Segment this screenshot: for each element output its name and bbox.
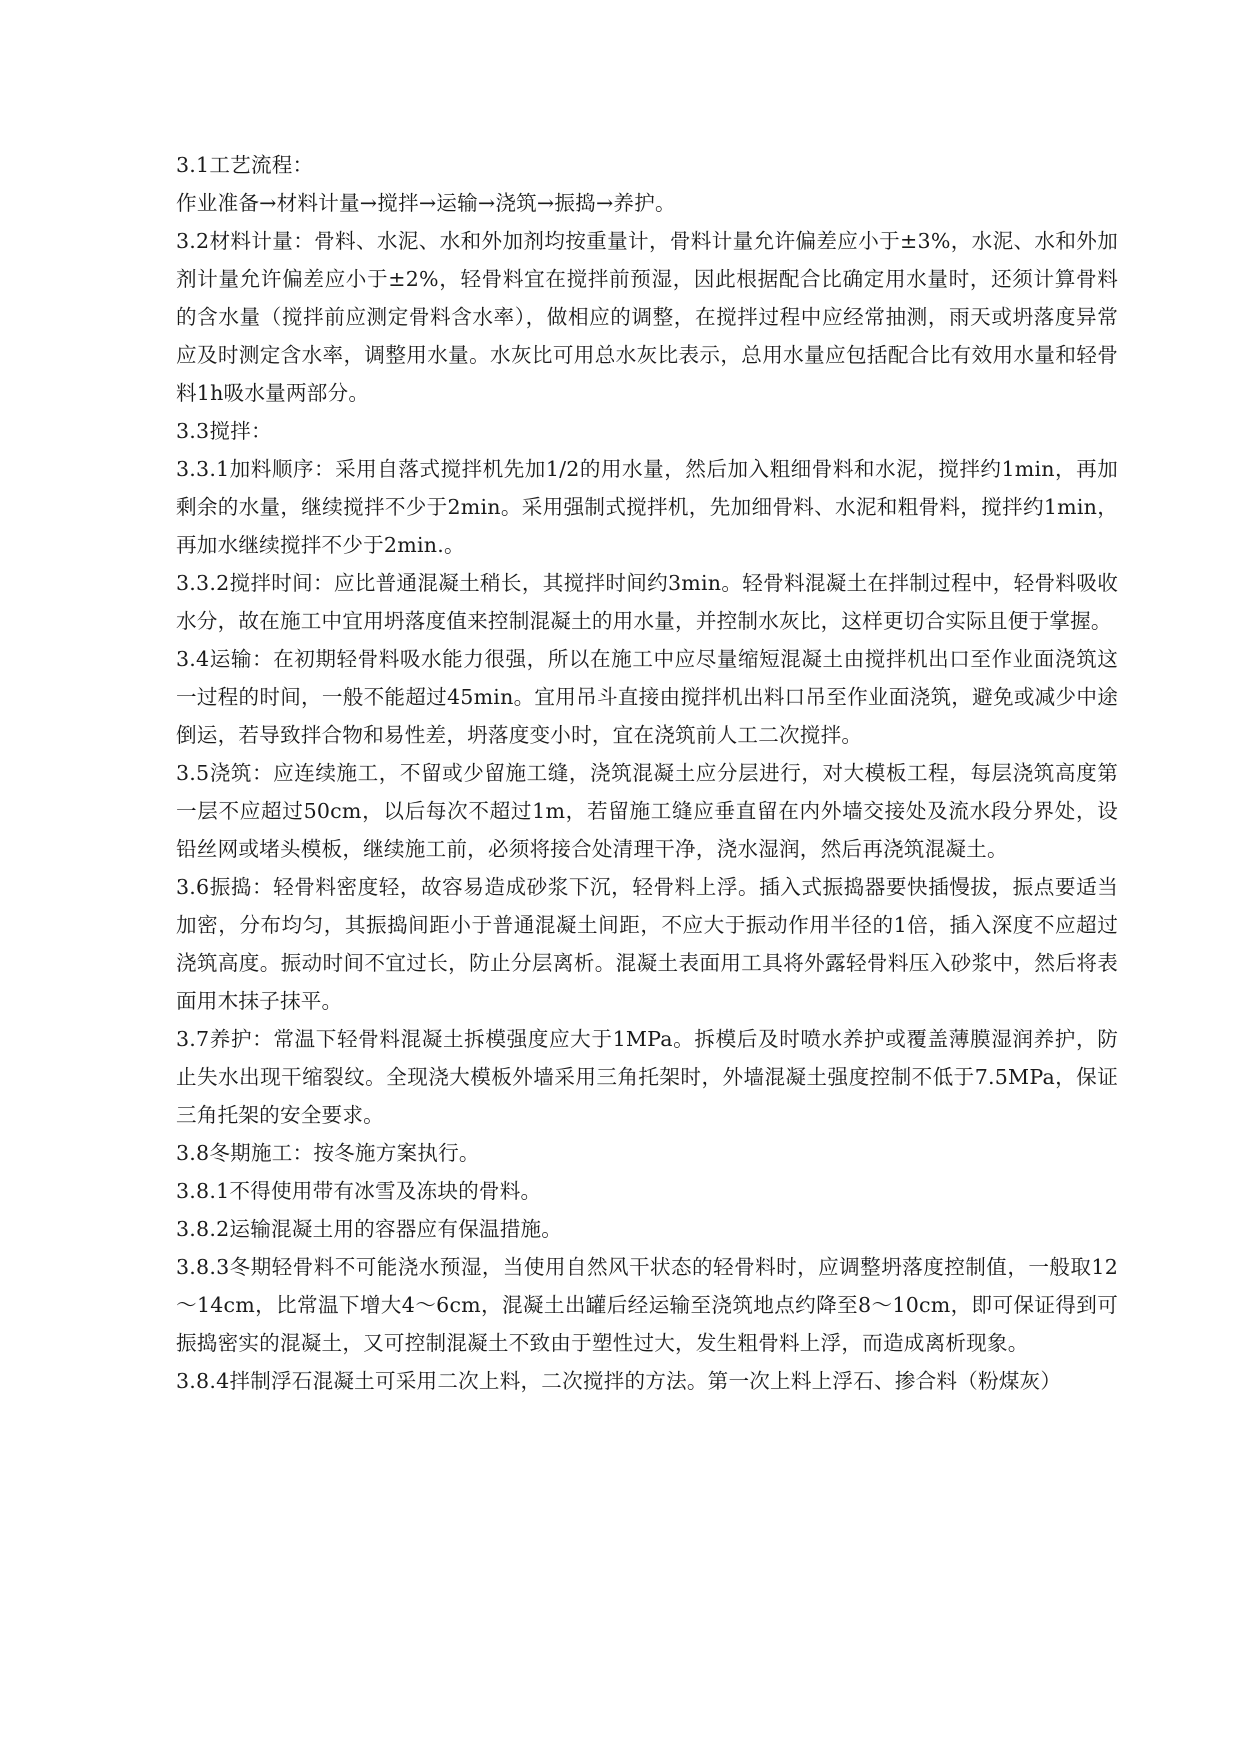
paragraph-3-8-1: 3.8.1不得使用带有冰雪及冻块的骨料。 — [176, 1179, 542, 1203]
paragraph-3-3-heading: 3.3搅拌： — [176, 419, 272, 443]
paragraph-3-7: 3.7养护：常温下轻骨料混凝土拆模强度应大于1MPa。拆模后及时喷水养护或覆盖薄膜湿润养护，防止失水出现干缩裂纹。全现浇大模板外墙采用三角托架时，外墙混凝土强度控制不低于7.5MPa，保证三角托架的安全要求。 — [176, 1027, 1118, 1127]
paragraph-3-8-2: 3.8.2运输混凝土用的容器应有保温措施。 — [176, 1217, 563, 1241]
paragraph-3-3-1: 3.3.1加料顺序：采用自落式搅拌机先加1/2的用水量，然后加入粗细骨料和水泥，搅拌约1min，再加剩余的水量，继续搅拌不少于2min。采用强制式搅拌机，先加细骨料、水泥和粗骨料，搅拌约1min，再加水继续搅拌不少于2min.。 — [176, 457, 1118, 557]
paragraph-3-6: 3.6振捣：轻骨料密度轻，故容易造成砂浆下沉，轻骨料上浮。插入式振捣器要快插慢拔，振点要适当加密，分布均匀，其振捣间距小于普通混凝土间距，不应大于振动作用半径的1倍，插入深度不应超过浇筑高度。振动时间不宜过长，防止分层离析。混凝土表面用工具将外露轻骨料压入砂浆中，然后将表面用木抹子抹平。 — [176, 875, 1118, 1013]
paragraph-3-4: 3.4运输：在初期轻骨料吸水能力很强，所以在施工中应尽量缩短混凝土由搅拌机出口至作业面浇筑这一过程的时间，一般不能超过45min。宜用吊斗直接由搅拌机出料口吊至作业面浇筑，避免或减少中途倒运，若导致拌合物和易性差，坍落度变小时，宜在浇筑前人工二次搅拌。 — [176, 647, 1118, 747]
paragraph-3-8-heading: 3.8冬期施工：按冬施方案执行。 — [176, 1141, 480, 1165]
paragraph-3-5: 3.5浇筑：应连续施工，不留或少留施工缝，浇筑混凝土应分层进行，对大模板工程，每层浇筑高度第一层不应超过50cm，以后每次不超过1m，若留施工缝应垂直留在内外墙交接处及流水段分界处，设铅丝网或堵头模板，继续施工前，必须将接合处清理干净，浇水湿润，然后再浇筑混凝土。 — [176, 761, 1118, 861]
paragraph-3-8-3: 3.8.3冬期轻骨料不可能浇水预湿，当使用自然风干状态的轻骨料时，应调整坍落度控制值，一般取12～14cm，比常温下增大4～6cm，混凝土出罐后经运输至浇筑地点约降至8～10cm，即可保证得到可振捣密实的混凝土，又可控制混凝土不致由于塑性过大，发生粗骨料上浮，而造成离析现象。 — [176, 1255, 1118, 1355]
paragraph-process-flow: 作业准备→材料计量→搅拌→运输→浇筑→振捣→养护。 — [176, 191, 676, 215]
document-body — [176, 146, 1118, 1400]
paragraph-3-8-4: 3.8.4拌制浮石混凝土可采用二次上料，二次搅拌的方法。第一次上料上浮石、掺合料（粉煤灰） — [176, 1369, 1062, 1393]
paragraph-3-1-heading: 3.1工艺流程： — [176, 153, 314, 177]
paragraph-3-2: 3.2材料计量：骨料、水泥、水和外加剂均按重量计，骨料计量允许偏差应小于±3%，水泥、水和外加剂计量允许偏差应小于±2%，轻骨料宜在搅拌前预湿，因此根据配合比确定用水量时，还须计算骨料的含水量（搅拌前应测定骨料含水率），做相应的调整，在搅拌过程中应经常抽测，雨天或坍落度异常应及时测定含水率，调整用水量。水灰比可用总水灰比表示，总用水量应包括配合比有效用水量和轻骨料1h吸水量两部分。 — [176, 229, 1118, 405]
paragraph-3-3-2: 3.3.2搅拌时间：应比普通混凝土稍长，其搅拌时间约3min。轻骨料混凝土在拌制过程中，轻骨料吸收水分，故在施工中宜用坍落度值来控制混凝土的用水量，并控制水灰比，这样更切合实际且便于掌握。 — [176, 571, 1118, 633]
